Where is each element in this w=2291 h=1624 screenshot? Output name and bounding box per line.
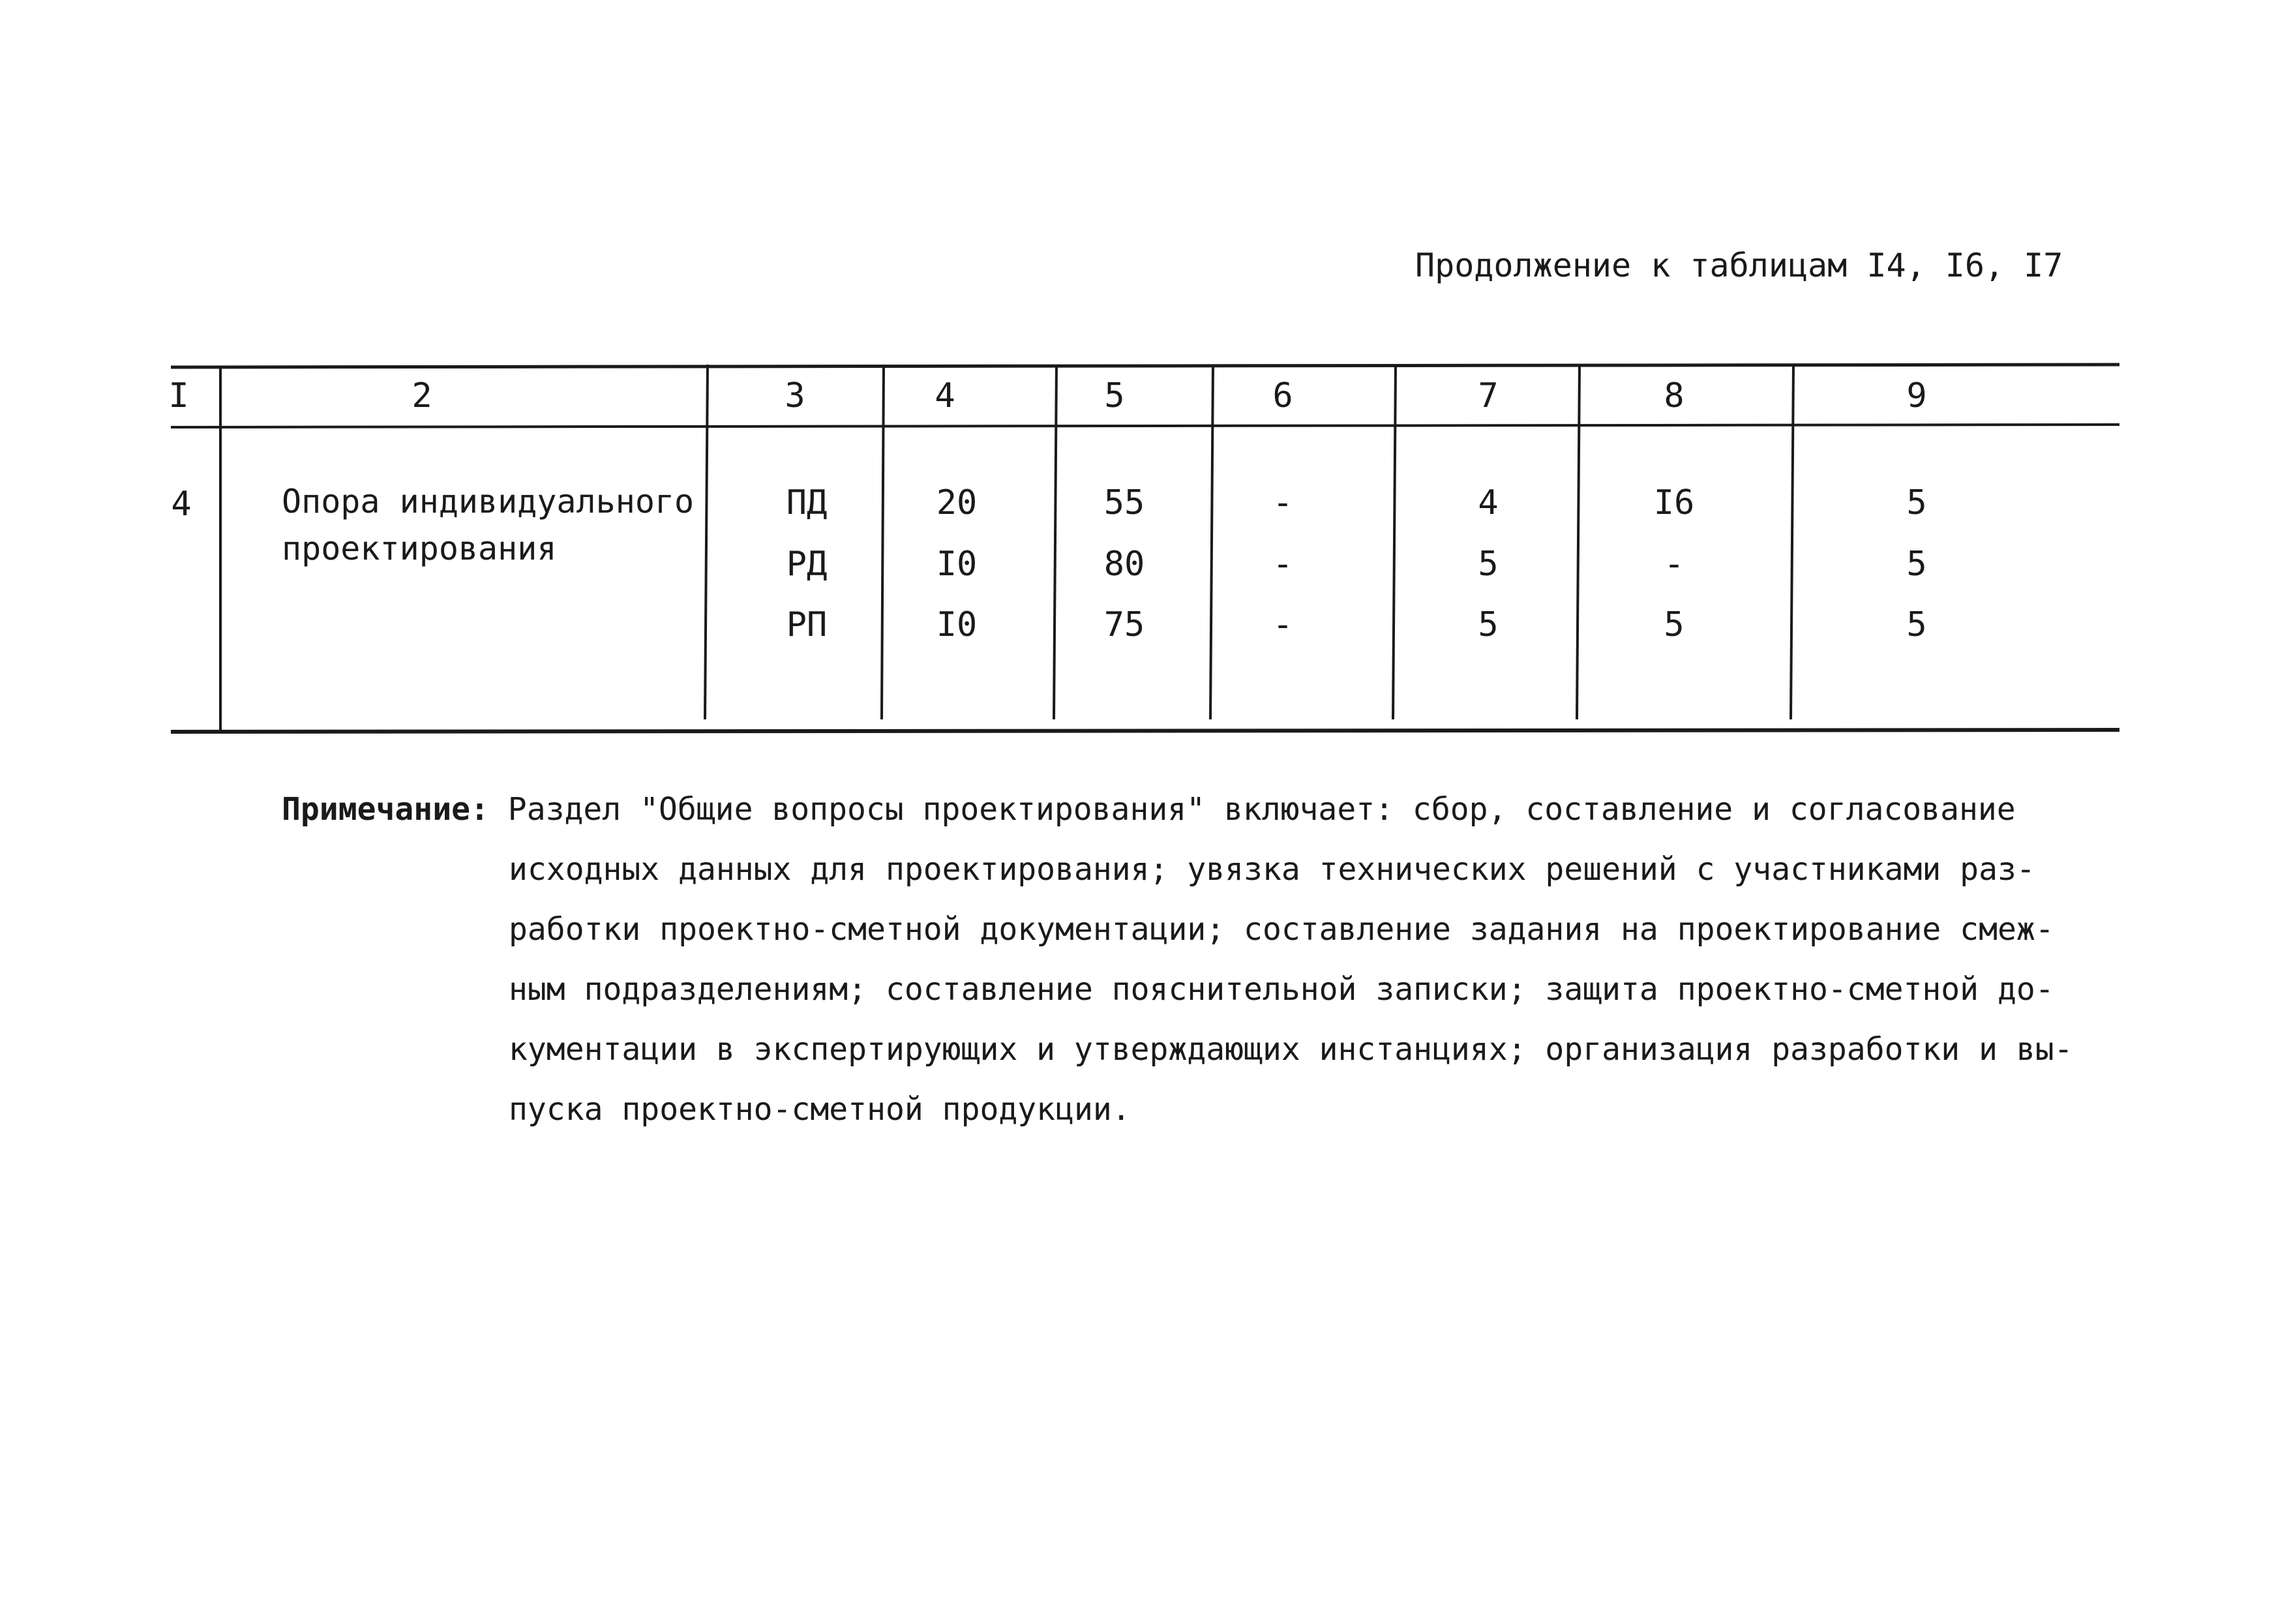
note-paragraph (282, 779, 2095, 1139)
col9-value: 5 (1906, 545, 1927, 584)
note-line-5: кументации в экспертирующих и утверждающих инстанциях; организация разработки и вы- (509, 1031, 2073, 1068)
col4-value: 20 (936, 483, 978, 522)
header-col-6: 6 (1272, 376, 1293, 415)
col4-value: I0 (936, 545, 978, 584)
header-col-1: I (168, 376, 189, 415)
col5-value: 55 (1103, 483, 1145, 522)
header-col-4: 4 (935, 376, 955, 415)
stage-2: РД (786, 545, 828, 584)
stage-1: ПД (786, 483, 828, 522)
col8-value: I6 (1653, 483, 1695, 522)
row-number: 4 (171, 485, 192, 524)
note-line-6: пуска проектно-сметной продукции. (509, 1091, 1131, 1128)
col7-value: 4 (1478, 483, 1499, 522)
col5-value: 80 (1103, 545, 1145, 584)
col9-value: 5 (1906, 605, 1927, 644)
item-name (282, 478, 694, 572)
data-table (168, 362, 2119, 737)
table-continuation-caption: Продолжение к таблицам I4, I6, I7 (1415, 247, 2063, 284)
col5-value: 75 (1103, 605, 1145, 644)
stage-3: РП (786, 605, 828, 644)
col6-value: - (1272, 483, 1293, 522)
col8-value: - (1664, 545, 1685, 584)
col4-value: I0 (936, 605, 978, 644)
col6-value: - (1272, 605, 1293, 644)
note-line-2: исходных данных для проектирования; увязка технических решений с участниками раз- (509, 851, 2035, 888)
col7-value: 5 (1478, 605, 1499, 644)
note-line-4: ным подразделениям; составление пояснительной записки; защита проектно-сметной до- (509, 971, 2054, 1008)
note-label: Примечание: (282, 791, 489, 828)
header-col-3: 3 (785, 376, 805, 415)
header-col-2: 2 (412, 376, 432, 415)
header-col-7: 7 (1478, 376, 1499, 415)
col7-value: 5 (1478, 545, 1499, 584)
header-col-8: 8 (1664, 376, 1685, 415)
note-line-3: работки проектно-сметной документации; составление задания на проектирование смеж- (509, 911, 2054, 948)
item-name-line-1: Опора индивидуального (282, 483, 695, 520)
header-col-5: 5 (1104, 376, 1125, 415)
note-line-1 (282, 779, 2095, 839)
col8-value: 5 (1664, 605, 1685, 644)
col6-value: - (1272, 545, 1293, 584)
col9-value: 5 (1906, 483, 1927, 522)
item-name-line-2: проектирования (282, 530, 557, 567)
header-col-9: 9 (1906, 376, 1927, 415)
note-text-1: Раздел "Общие вопросы проектирования" включает: сбор, составление и согласование (507, 791, 2016, 828)
